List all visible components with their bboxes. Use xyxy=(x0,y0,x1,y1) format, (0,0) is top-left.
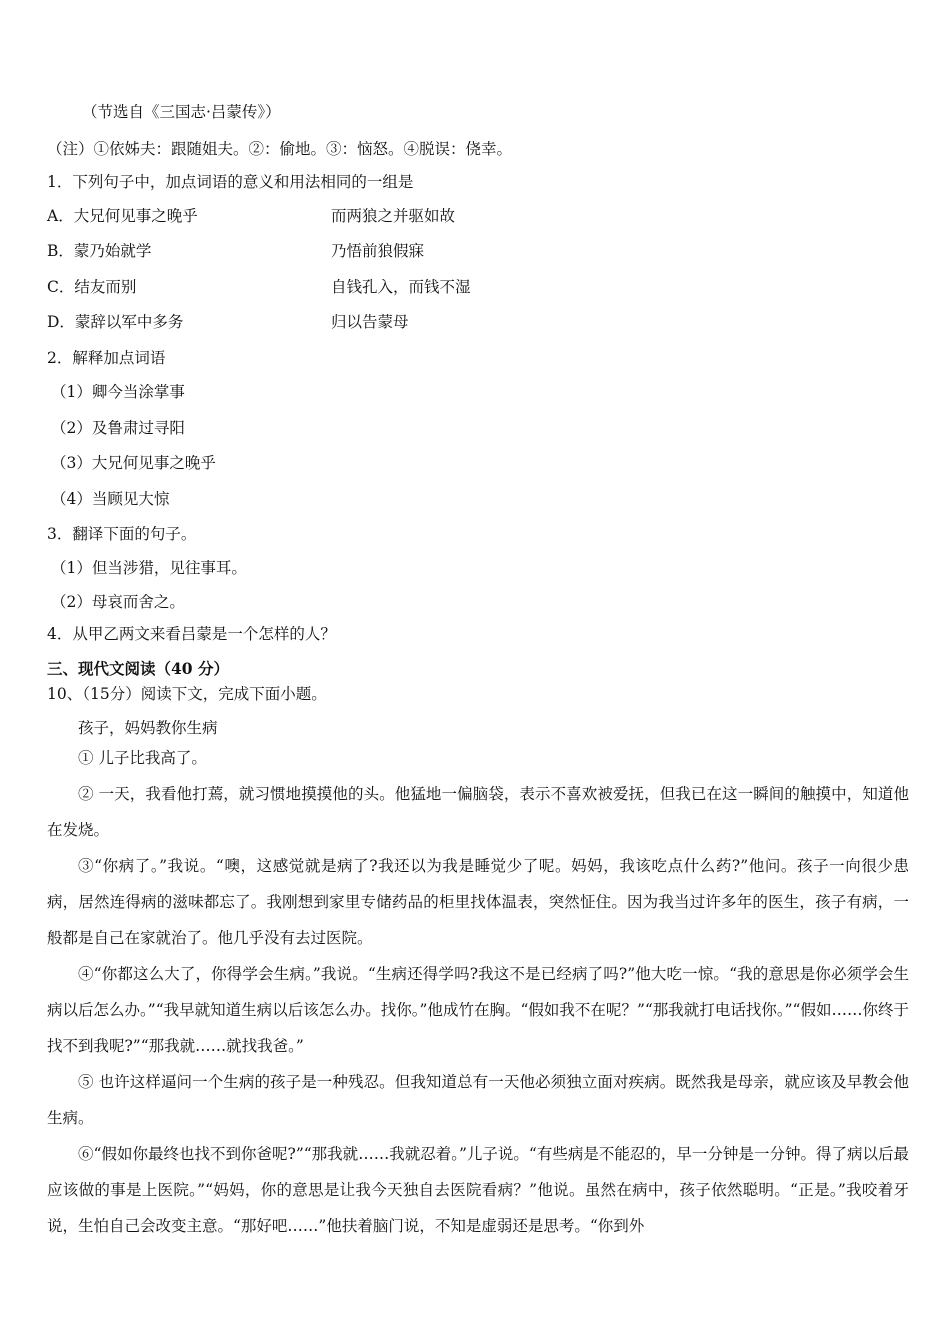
question-2-item: （4）当顾见大惊 xyxy=(51,490,170,508)
source-citation: （节选自《三国志·吕蒙传》） xyxy=(82,103,281,121)
option-b-left: B．蒙乃始就学 xyxy=(47,242,152,260)
question-4: 4．从甲乙两文来看吕蒙是一个怎样的人？ xyxy=(47,625,336,643)
article-paragraph-3: ③“你病了。”我说。“噢，这感觉就是病了?我还以为我是睡觉少了呢。妈妈，我该吃点什么药?”他问。孩子一向很少患病，居然连得病的滋味都忘了。我刚想到家里专储药品的柜里找体温表，突然怔住。因为我当过许多年的医生，孩子有病，一般都是自己在家就治了。他几乎没有去过医院。 xyxy=(47,857,909,947)
question-2-item: （1）卿今当涂掌事 xyxy=(51,383,185,401)
question-2: 2．解释加点词语 xyxy=(47,349,166,367)
question-3: 3．翻译下面的句子。 xyxy=(47,525,197,543)
section-heading: 三、现代文阅读（40 分） xyxy=(47,659,229,678)
article-paragraph-6: ⑥“假如你最终也找不到你爸呢?”“那我就……我就忍着。”儿子说。“有些病是不能忍的，早一分钟是一分钟。得了病以后最应该做的事是上医院。”“妈妈，你的意思是让我今天独自去医院看病？”他说。虽然在病中，孩子依然聪明。“正是。”我咬着牙说，生怕自己会改变主意。“那好吧……”他扶着脑门说，不知是虚弱还是思考。“你到外 xyxy=(47,1145,909,1235)
question-2-item: （3）大兄何见事之晚乎 xyxy=(51,454,216,472)
article-title: 孩子，妈妈教你生病 xyxy=(78,719,218,737)
article-paragraph-2: ② 一天，我看他打蔫，就习惯地摸摸他的头。他猛地一偏脑袋，表示不喜欢被爱抚，但我已在这一瞬间的触摸中，知道他在发烧。 xyxy=(47,785,909,839)
option-d-right: 归以告蒙母 xyxy=(331,313,409,331)
annotation-note: （注）①依姊夫：跟随姐夫。②：偷地。③：恼怒。④脱误：侥幸。 xyxy=(47,140,513,158)
option-a-left: A．大兄何见事之晚乎 xyxy=(47,207,198,225)
article-paragraph-1: ① 儿子比我高了。 xyxy=(78,749,207,767)
option-d xyxy=(47,312,409,332)
question-10: 10、（15分）阅读下文，完成下面小题。 xyxy=(47,685,327,703)
article-paragraph-4: ④“你都这么大了，你得学会生病。”我说。“生病还得学吗?我这不是已经病了吗?”他大吃一惊。“我的意思是你必须学会生病以后怎么办。”“我早就知道生病以后该怎么办。找你。”他成竹在胸。“假如我不在呢？”“那我就打电话找你。”“假如……你终于找不到我呢?”“那我就……就找我爸。” xyxy=(47,965,909,1055)
option-d-left: D．蒙辞以军中多务 xyxy=(47,313,184,331)
option-b-right: 乃悟前狼假寐 xyxy=(331,242,425,260)
question-3-item: （1）但当涉猎，见往事耳。 xyxy=(51,559,247,577)
question-3-item: （2）母哀而舍之。 xyxy=(51,593,185,611)
question-2-item: （2）及鲁肃过寻阳 xyxy=(51,419,185,437)
question-1: 1．下列句子中，加点词语的意义和用法相同的一组是 xyxy=(47,173,414,191)
option-c-right: 自钱孔入，而钱不湿 xyxy=(331,278,471,296)
option-b xyxy=(47,241,425,261)
option-c-left: C．结友而别 xyxy=(47,278,137,296)
article-paragraph-5: ⑤ 也许这样逼问一个生病的孩子是一种残忍。但我知道总有一天他必须独立面对疾病。既然我是母亲，就应该及早教会他生病。 xyxy=(47,1073,909,1127)
option-c xyxy=(47,277,471,297)
option-a-right: 而两狼之并驱如故 xyxy=(331,207,456,225)
option-a xyxy=(47,206,456,226)
